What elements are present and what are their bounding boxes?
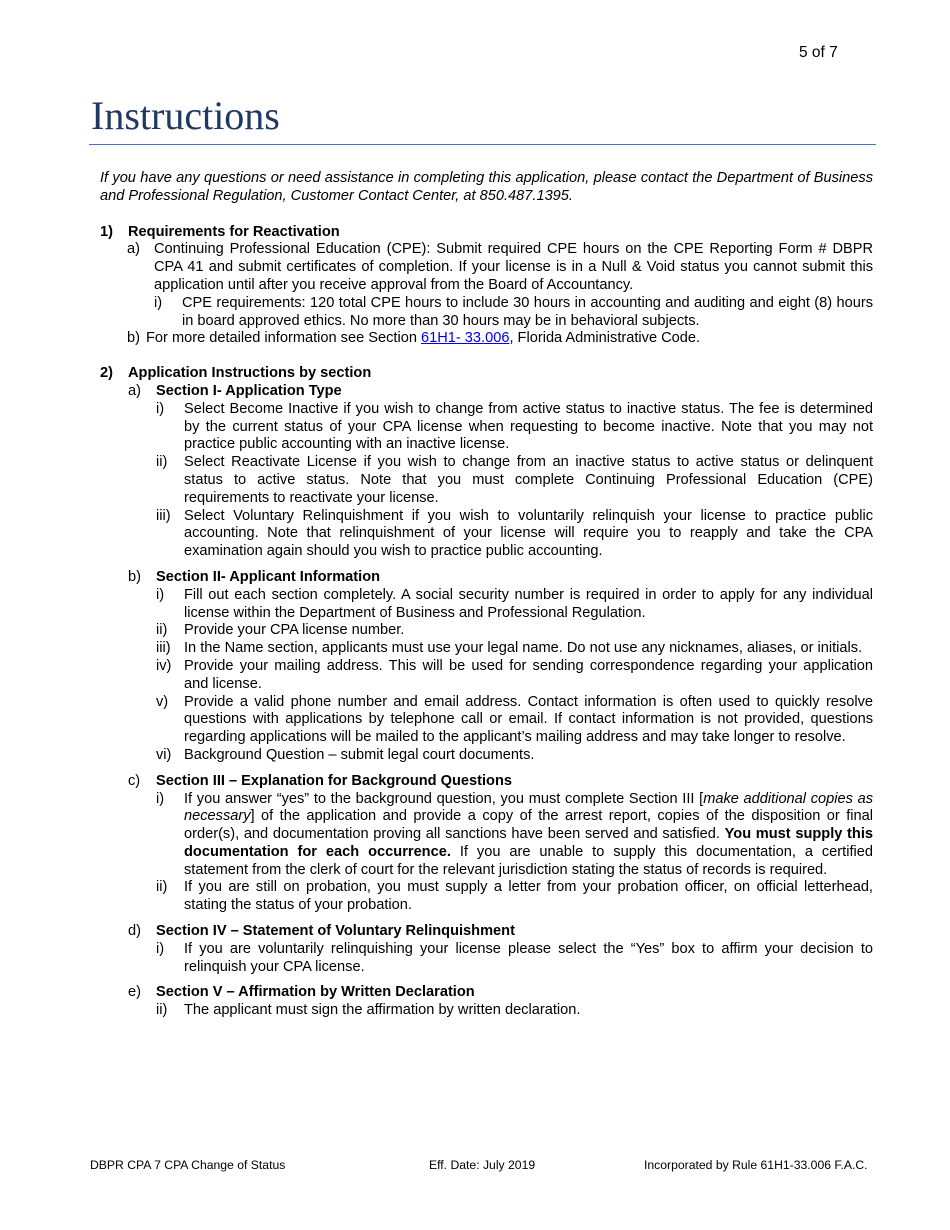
cpe-requirements-text: CPE requirements: 120 total CPE hours to include 30 hours in accounting and auditing and eight (8) hours in board approved ethics. No more than 30 hours may be in behavioral subjects. (182, 294, 873, 329)
subsection-b-heading (128, 569, 873, 587)
list-item-text: Fill out each section completely. A social security number is required in order to apply for any individual license within the Department of Business and Professional Regulation. (184, 586, 873, 621)
list-item (156, 747, 873, 765)
section-2-number: 2) (100, 365, 113, 382)
list-item (156, 454, 873, 507)
intro-paragraph: If you have any questions or need assistance in completing this application, please contact the Department of Business and Professional Regulation, Customer Contact Center, at 850.487.1395. (100, 170, 873, 204)
list-item-label: vi) (156, 746, 172, 763)
list-item (156, 587, 873, 623)
subsection-d-title: Section IV – Statement of Voluntary Relinquishment (156, 923, 515, 940)
list-item-text: If you are voluntarily relinquishing your license please select the “Yes” box to affirm your decision to relinquish your CPA license. (184, 940, 873, 975)
subsection-affirmation (100, 984, 873, 1020)
subsection-d-heading (128, 923, 873, 941)
list-item-label: ii) (156, 879, 168, 896)
section-1-heading (100, 224, 873, 242)
subsection-e-title: Section V – Affirmation by Written Declaration (156, 984, 475, 1001)
title-divider (89, 144, 876, 145)
more-info-prefix: For more detailed information see Section (146, 330, 417, 347)
page-title: Instructions (91, 93, 280, 138)
cpe-item-text: Continuing Professional Education (CPE): Submit required CPE hours on the CPE Reporting Form # DBPR CPA 41 and submit certificates of completion. If your license is in a Null & Void status you cannot submit this application until after you receive approval from the Board of Accountancy. (154, 241, 873, 293)
subsection-b-title: Section II- Applicant Information (156, 568, 381, 585)
subsection-a-title: Section I- Application Type (156, 382, 342, 399)
list-item (156, 658, 873, 694)
subsection-c-heading (128, 773, 873, 791)
list-item-label: ii) (156, 454, 168, 471)
subsection-a-heading (128, 383, 873, 401)
list-item (156, 640, 873, 658)
list-item-label: i) (156, 586, 165, 603)
footer-rule-reference: Incorporated by Rule 61H1-33.006 F.A.C. (644, 1158, 868, 1172)
list-item-label: i) (156, 400, 165, 417)
section-reactivation (100, 224, 873, 349)
list-item-text: The applicant must sign the affirmation by written declaration. (184, 1002, 581, 1019)
rule-link[interactable]: 61H1- 33.006 (421, 330, 510, 347)
more-info-text (146, 330, 873, 348)
list-item (156, 1002, 873, 1020)
list-item-label: ii) (156, 622, 168, 639)
background-text-part2: ] of the application and provide a copy of the arrest report, copies of the disposition or final order(s), and documentation proving all sanctions have been served and satisfied. (184, 808, 873, 843)
more-info-suffix: , Florida Administrative Code. (509, 330, 701, 347)
section-2-heading (100, 365, 873, 383)
list-item-text: Select Voluntary Relinquishment if you wish to voluntarily relinquish your license to practice public accounting. Note that relinquishment of your license will require you to reapply and take the CPA examination again should you wish to practice public accounting. (184, 507, 873, 560)
list-item-text: Select Reactivate License if you wish to change from an inactive status to active status or delinquent status to active status. Note that you must complete Continuing Professional Education (CPE) requirements to reactivate your license. (184, 454, 873, 506)
section-application-instructions (100, 365, 873, 1020)
section-2-title: Application Instructions by section (128, 365, 372, 382)
subsection-b-label: b) (128, 568, 141, 585)
list-item-text: In the Name section, applicants must use your legal name. Do not use any nicknames, aliases, or initials. (184, 640, 863, 657)
list-item-label: i) (156, 790, 165, 807)
list-item (156, 879, 873, 915)
subsection-e-label: e) (128, 984, 141, 1001)
cpe-item (127, 241, 873, 294)
background-text-part1: If you answer “yes” to the background question, you must complete Section III [ (184, 790, 704, 807)
subsection-c-label: c) (128, 772, 141, 789)
more-info-label: b) (127, 330, 140, 347)
list-item-label: iv) (156, 657, 172, 674)
subsection-application-type (100, 383, 873, 561)
subsection-c-title: Section III – Explanation for Background Questions (156, 772, 512, 789)
list-item (156, 694, 873, 747)
list-item (156, 622, 873, 640)
background-text-bold: You must supply this documentation for each occurrence. (184, 826, 873, 860)
footer-effective-date: Eff. Date: July 2019 (429, 1158, 536, 1172)
list-item-label: ii) (156, 1002, 168, 1019)
subsection-background-questions (100, 773, 873, 915)
list-item-label: v) (156, 693, 169, 710)
list-item-label: iii) (156, 640, 171, 657)
list-item-text (184, 791, 873, 880)
list-item-label: i) (156, 940, 165, 957)
list-item-text: Provide your CPA license number. (184, 622, 405, 639)
cpe-requirements-label: i) (154, 294, 163, 311)
list-item (156, 401, 873, 454)
section-1-title: Requirements for Reactivation (128, 223, 340, 240)
subsection-a-label: a) (128, 382, 141, 399)
background-text-italic: make additional copies as necessary (184, 790, 873, 825)
subsection-d-label: d) (128, 923, 141, 940)
cpe-requirements-item (154, 295, 873, 331)
cpe-item-label: a) (127, 241, 140, 258)
list-item-text: Background Question – submit legal court documents. (184, 746, 535, 763)
list-item (156, 941, 873, 977)
list-item-text: Provide your mailing address. This will be used for sending correspondence regarding your application and license. (184, 657, 873, 692)
list-item (156, 791, 873, 880)
list-item-text: If you are still on probation, you must supply a letter from your probation officer, on official letterhead, stating the status of your probation. (184, 879, 873, 914)
list-item-text: Provide a valid phone number and email address. Contact information is often used to quickly resolve questions with applications by telephone call or email. If contact information is not provided, questions regarding applications will be mailed to the applicant’s mailing address and may take longer to resolve. (184, 693, 873, 746)
instructions-body (100, 170, 873, 1029)
subsection-e-heading (128, 984, 873, 1002)
list-item (156, 508, 873, 561)
section-1-number: 1) (100, 223, 113, 240)
list-item-text: Select Become Inactive if you wish to change from active status to inactive status. The fee is determined by the current status of your CPA license when requesting to become inactive. Note that you may not practice public accounting with an inactive license. (184, 400, 873, 453)
footer-form-name: DBPR CPA 7 CPA Change of Status (90, 1158, 286, 1172)
subsection-applicant-information (100, 569, 873, 765)
subsection-voluntary-relinquishment (100, 923, 873, 976)
list-item-label: iii) (156, 507, 171, 524)
background-text-part3: If you are unable to supply this documentation, a certified statement from the clerk of court for the relevant jurisdiction stating the status of records is required. (184, 843, 873, 878)
more-info-item (127, 330, 873, 348)
page-number: 5 of 7 (799, 44, 838, 61)
